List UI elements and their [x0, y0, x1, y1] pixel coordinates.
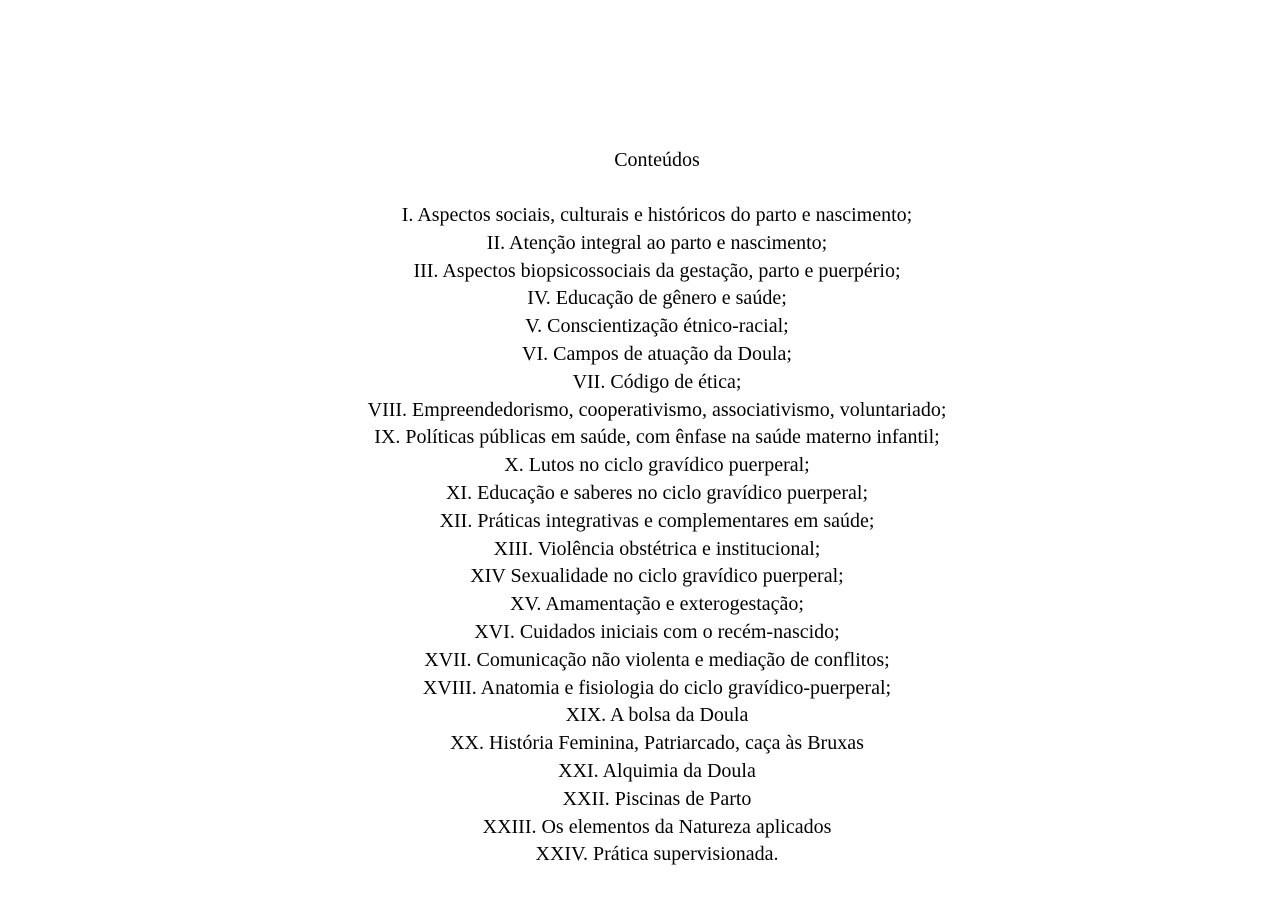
contents-list-item: VII. Código de ética;: [572, 370, 742, 393]
contents-list-item: VIII. Empreendedorismo, cooperativismo, associativismo, voluntariado;: [367, 398, 947, 421]
contents-list-item: XXI. Alquimia da Doula: [558, 759, 756, 782]
contents-list-item: IX. Políticas públicas em saúde, com ênfase na saúde materno infantil;: [374, 426, 940, 449]
contents-list-item: XV. Amamentação e exterogestação;: [510, 593, 804, 616]
contents-list-item: X. Lutos no ciclo gravídico puerperal;: [504, 454, 810, 477]
page-title: Conteúdos: [614, 149, 700, 171]
contents-list-item: IV. Educação de gênero e saúde;: [527, 287, 787, 310]
contents-list-item: XVII. Comunicação não violenta e mediação de conflitos;: [424, 648, 890, 671]
contents-list-item: XIII. Violência obstétrica e institucional;: [493, 537, 821, 560]
contents-list-item: II. Atenção integral ao parto e nascimento;: [486, 231, 828, 254]
contents-list-item: XIV Sexualidade no ciclo gravídico puerperal;: [470, 565, 844, 588]
contents-list-item: III. Aspectos biopsicossociais da gestação, parto e puerpério;: [413, 259, 901, 282]
contents-list-item: XII. Práticas integrativas e complementares em saúde;: [439, 509, 875, 532]
contents-list-item: XXIV. Prática supervisionada.: [535, 843, 779, 866]
contents-list-item: XVI. Cuidados iniciais com o recém-nascido;: [474, 620, 840, 643]
contents-list-item: XI. Educação e saberes no ciclo gravídico puerperal;: [445, 481, 869, 504]
contents-list-item: V. Conscientização étnico-racial;: [525, 315, 789, 338]
contents-list-item: VI. Campos de atuação da Doula;: [522, 342, 792, 365]
contents-list-item: XIX. A bolsa da Doula: [565, 704, 749, 727]
contents-list-item: XVIII. Anatomia e fisiologia do ciclo gravídico-puerperal;: [422, 676, 892, 699]
contents-list: [34, 202, 1280, 869]
title-spacer: [34, 174, 1280, 202]
contents-list-item: XXII. Piscinas de Parto: [562, 787, 752, 810]
contents-list-item: XXIII. Os elementos da Natureza aplicados: [482, 815, 832, 838]
contents-list-item: XX. História Feminina, Patriarcado, caça às Bruxas: [450, 732, 864, 755]
contents-list-item: I. Aspectos sociais, culturais e históricos do parto e nascimento;: [401, 204, 913, 226]
